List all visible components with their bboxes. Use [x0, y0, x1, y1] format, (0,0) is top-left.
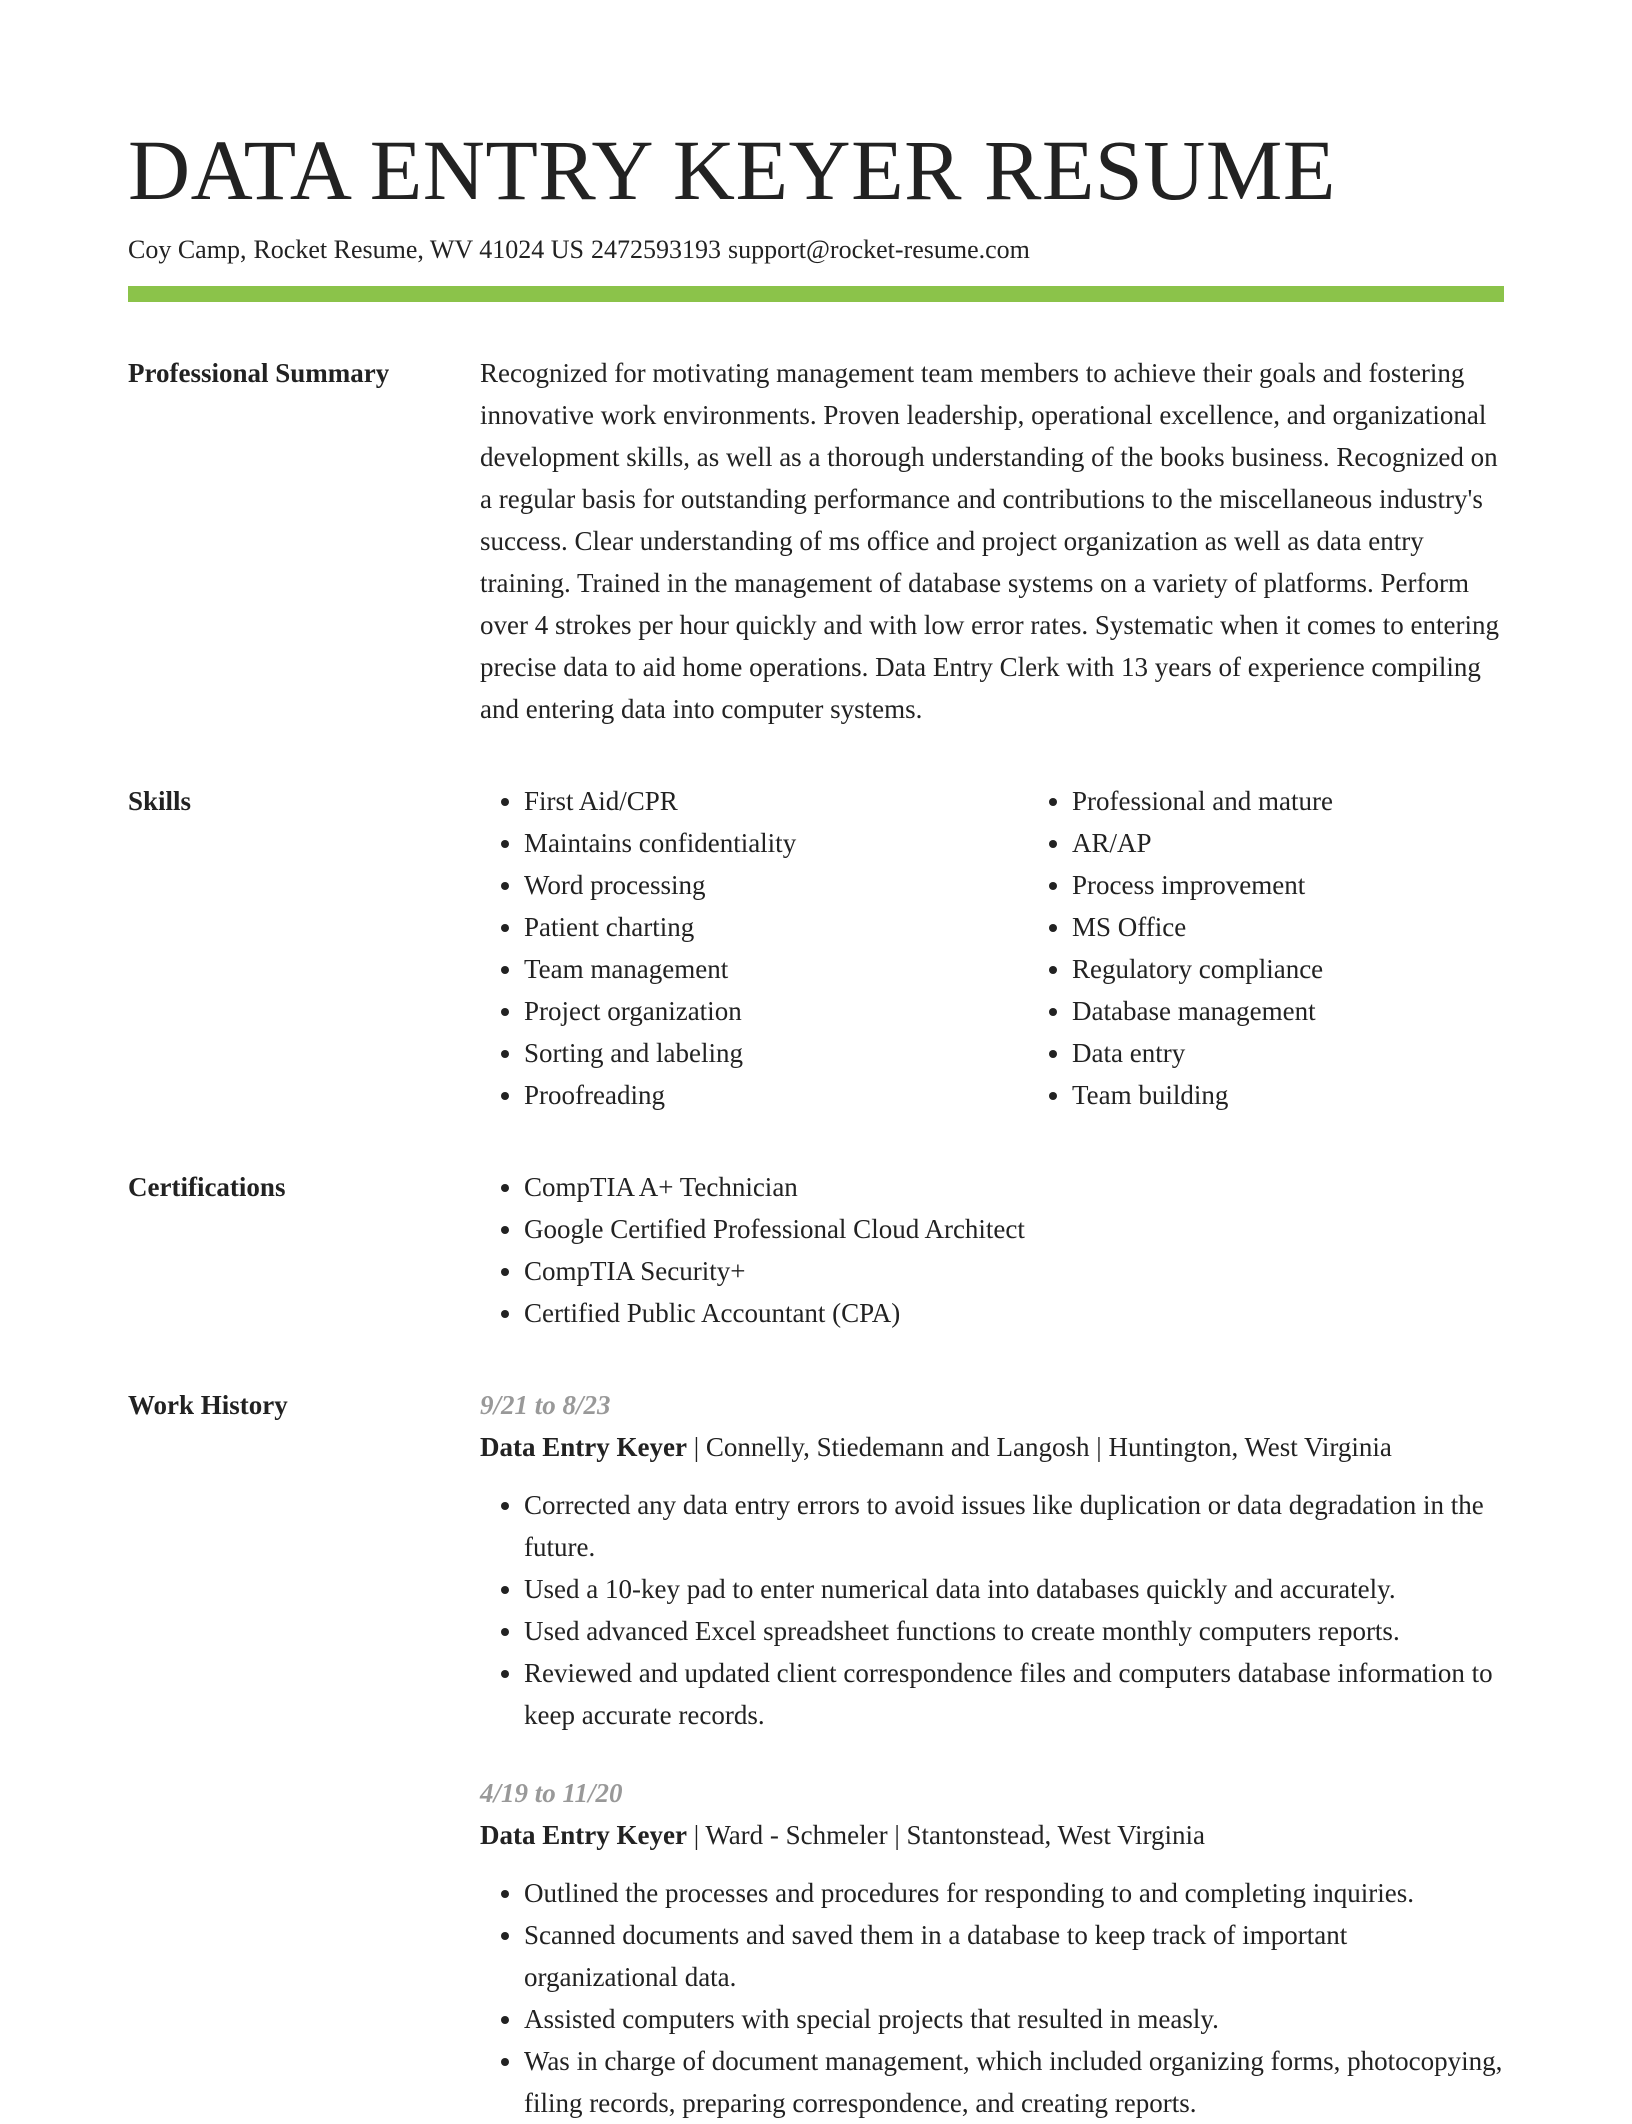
job-employer-location: | Connelly, Stiedemann and Langosh | Huntington, West Virginia	[686, 1432, 1392, 1462]
skill-item: • Sorting and labeling	[524, 1032, 1028, 1074]
skill-item: • First Aid/CPR	[524, 780, 1028, 822]
skill-item: • Project organization	[524, 990, 1028, 1032]
job-duty-item: • Was in charge of document management, which included organizing forms, photocopying, filing records, preparing correspondence, and creating reports.	[524, 2040, 1504, 2124]
job-duty-item: • Scanned documents and saved them in a database to keep track of important organizational data.	[524, 1914, 1504, 1998]
job-duty-item: • Used a 10-key pad to enter numerical data into databases quickly and accurately.	[524, 1568, 1504, 1610]
certification-item: • CompTIA A+ Technician	[524, 1166, 1504, 1208]
job-title: Data Entry Keyer	[480, 1820, 687, 1850]
skill-item: • Patient charting	[524, 906, 1028, 948]
resume-page	[128, 120, 1504, 2124]
skill-item: • Word processing	[524, 864, 1028, 906]
contact-name: Coy Camp,	[128, 235, 247, 264]
contact-email: support@rocket-resume.com	[727, 235, 1030, 264]
summary-section	[128, 352, 1504, 730]
certifications-section	[128, 1166, 1504, 1334]
work-history-section	[128, 1384, 1504, 2124]
contact-line	[128, 232, 1504, 268]
skill-item: • Team building	[1072, 1074, 1504, 1116]
certifications-list	[480, 1166, 1504, 1334]
accent-divider	[128, 286, 1504, 302]
skills-heading: Skills	[128, 786, 192, 816]
job-heading	[480, 1426, 1504, 1468]
skill-item: • Regulatory compliance	[1072, 948, 1504, 990]
summary-heading: Professional Summary	[128, 358, 390, 388]
skills-section	[128, 780, 1504, 1116]
skill-item: • Proofreading	[524, 1074, 1028, 1116]
job-entry	[480, 1772, 1504, 2124]
job-entry	[480, 1384, 1504, 1736]
skill-item: • MS Office	[1072, 906, 1504, 948]
job-duties-list	[480, 1872, 1504, 2124]
contact-phone: 2472593193	[590, 235, 721, 264]
work-history-heading: Work History	[128, 1390, 288, 1420]
job-duties-list	[480, 1484, 1504, 1736]
skill-item: • Data entry	[1072, 1032, 1504, 1074]
job-heading	[480, 1814, 1504, 1856]
skill-item: • AR/AP	[1072, 822, 1504, 864]
skills-list-right	[1028, 780, 1504, 1116]
skill-item: • Team management	[524, 948, 1028, 990]
skills-list-left	[480, 780, 1028, 1116]
job-duty-item: • Reviewed and updated client correspondence files and computers database information to keep accurate records.	[524, 1652, 1504, 1736]
contact-address: Rocket Resume, WV 41024 US	[253, 235, 584, 264]
skill-item: • Process improvement	[1072, 864, 1504, 906]
job-duty-item: • Assisted computers with special projects that resulted in measly.	[524, 1998, 1504, 2040]
certification-item: • CompTIA Security+	[524, 1250, 1504, 1292]
job-duty-item: • Outlined the processes and procedures for responding to and completing inquiries.	[524, 1872, 1504, 1914]
job-dates: 4/19 to 11/20	[480, 1778, 623, 1808]
page-title: DATA ENTRY KEYER RESUME	[128, 122, 1336, 218]
skill-item: • Database management	[1072, 990, 1504, 1032]
certification-item: • Certified Public Accountant (CPA)	[524, 1292, 1504, 1334]
skill-item: • Maintains confidentiality	[524, 822, 1028, 864]
summary-text: Recognized for motivating management team members to achieve their goals and fostering innovative work environments. Proven leadership, operational excellence, and organizational development skills, as well as a thorough understanding of the books business. Recognized on a regular basis for outstanding performance and contributions to the miscellaneous industry's success. Clear understanding of ms office and project organization as well as data entry training. Trained in the management of database systems on a variety of platforms. Perform over 4 strokes per hour quickly and with low error rates. Systematic when it comes to entering precise data to aid home operations. Data Entry Clerk with 13 years of experience compiling and entering data into computer systems.	[480, 358, 1499, 724]
certifications-heading: Certifications	[128, 1172, 286, 1202]
skill-item: • Professional and mature	[1072, 780, 1504, 822]
job-dates: 9/21 to 8/23	[480, 1390, 611, 1420]
job-employer-location: | Ward - Schmeler | Stantonstead, West Virginia	[686, 1820, 1205, 1850]
job-duty-item: • Used advanced Excel spreadsheet functions to create monthly computers reports.	[524, 1610, 1504, 1652]
job-duty-item: • Corrected any data entry errors to avoid issues like duplication or data degradation in the future.	[524, 1484, 1504, 1568]
certification-item: • Google Certified Professional Cloud Architect	[524, 1208, 1504, 1250]
job-title: Data Entry Keyer	[480, 1432, 687, 1462]
